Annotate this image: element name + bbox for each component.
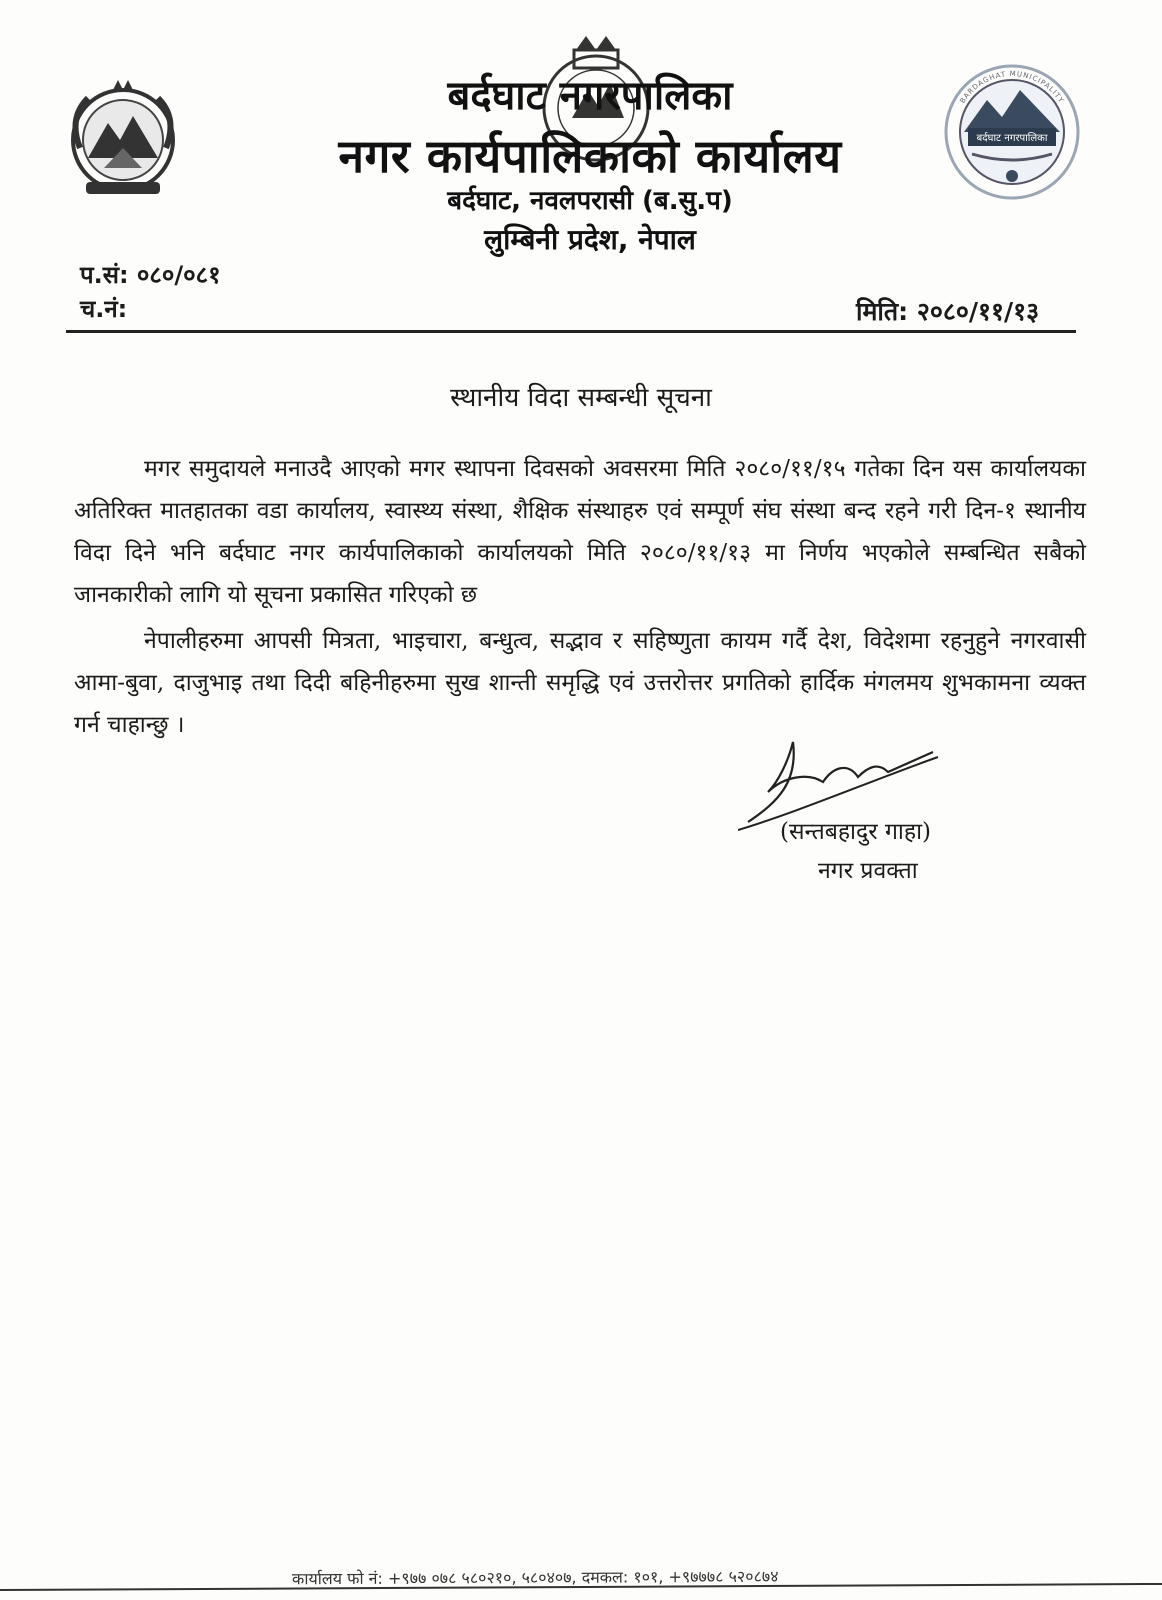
dispatch-number: च.नं:: [80, 295, 128, 323]
header-divider: [66, 330, 1076, 333]
municipality-ring-text: BARDAGHAT MUNICIPALITY: [958, 69, 1066, 105]
signatory-role: नगर प्रवक्ता: [818, 858, 918, 884]
municipality-name: बर्दघाट नगरपालिका: [447, 73, 733, 119]
letter-date: मिति: २०८०/११/१३: [856, 297, 1040, 326]
signatory-name: (सन्तबहादुर गाहा): [780, 819, 931, 845]
municipality-logo-label: बर्दघाट नगरपालिका: [976, 133, 1048, 144]
notice-paragraph-1: [74, 448, 1086, 616]
letter-number: प.सं: ०८०/०८१: [80, 261, 221, 289]
footer-contact: कार्यालय फो नं: +९७७ ०७८ ५८०२१०, ५८०४०७, दमकल: १०१, +९७७७८ ५२०८७४: [291, 1566, 779, 1589]
province-country: लुम्बिनी प्रदेश, नेपाल: [484, 223, 696, 256]
office-address: बर्दघाट, नवलपरासी (ब.सु.प): [447, 186, 733, 216]
paragraph-1-text: मगर समुदायले मनाउदै आएको मगर स्थापना दिवसको अवसरमा मिति २०८०/११/१५ गतेका दिन यस कार्यालयका अतिरिक्त मातहातका वडा कार्यालय, स्वास्थ्य संस्था, शैक्षिक संस्थाहरु एवं सम्पूर्ण संघ संस्था बन्द रहने गरी दिन-१ स्थानीय विदा दिने भनि बर्दघाट नगर कार्यपालिकाको कार्यालयको मिति २०८०/११/१३ मा निर्णय भएकोले सम्बन्धित सबैको जानकारीको लागि यो सूचना प्रकासित गरिएको छ: [74, 456, 1086, 608]
notice-subject: स्थानीय विदा सम्बन्धी सूचना: [450, 383, 712, 413]
paragraph-2-text: नेपालीहरुमा आपसी मित्रता, भाइचारा, बन्धुत्व, सद्भाव र सहिष्णुता कायम गर्दै देश, विदेशमा रहनुहुने नगरवासी आमा-बुवा, दाजुभाइ तथा दिदी बहिनीहरुमा सुख शान्ती समृद्धि एवं उत्तरोत्तर प्रगतिको हार्दिक मंगलमय शुभकामना व्यक्त गर्न चाहान्छु ।: [74, 628, 1086, 738]
office-name: नगर कार्यपालिकाको कार्यालय: [338, 129, 842, 183]
